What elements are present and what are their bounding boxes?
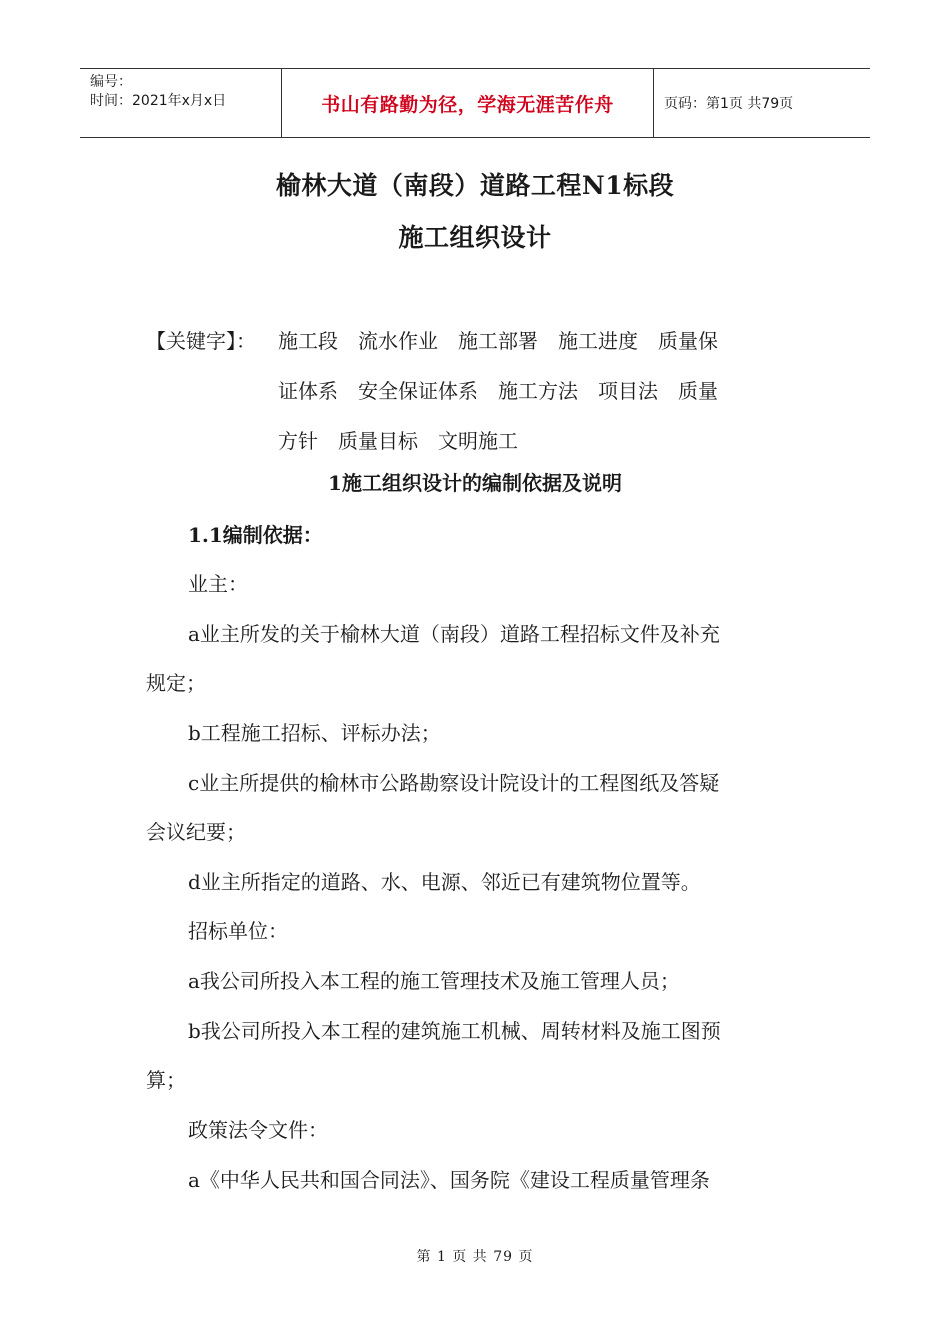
header-meta	[80, 69, 282, 137]
body-line-8: 招标单位：	[188, 919, 288, 943]
section-subheading: 1.1编制依据：	[188, 523, 323, 547]
body-line-7: d业主所指定的道路、水、电源、邻近已有建筑物位置等。	[188, 870, 701, 894]
body-line-2: a业主所发的关于榆林大道（南段）道路工程招标文件及补充	[188, 622, 720, 646]
header-time-label: 时间：2021年x月x日	[90, 93, 227, 109]
keywords-line-2: 证体系 安全保证体系 施工方法 项目法 质量	[278, 379, 718, 403]
page-header	[80, 68, 870, 138]
body-line-6: 会议纪要；	[146, 820, 246, 844]
body-line-5: c业主所提供的榆林市公路勘察设计院设计的工程图纸及答疑	[188, 771, 720, 795]
keywords-label: 【关键字】：	[146, 329, 256, 353]
header-number-label: 编号：	[90, 74, 132, 90]
body-line-9: a我公司所投入本工程的施工管理技术及施工管理人员；	[188, 969, 680, 993]
document-title-line2: 施工组织设计	[398, 223, 552, 252]
body-line-3: 规定；	[146, 671, 206, 695]
body-line-11: 算；	[146, 1068, 186, 1092]
body-line-12: 政策法令文件：	[188, 1118, 328, 1142]
body-line-1: 业主：	[188, 572, 248, 596]
document-title-line1: 榆林大道（南段）道路工程N1标段	[275, 171, 675, 200]
keywords-line-3: 方针 质量目标 文明施工	[278, 429, 518, 453]
body-line-13: a《中华人民共和国合同法》、国务院《建设工程质量管理条	[188, 1168, 710, 1192]
header-page-info: 页码：第1页 共79页	[664, 96, 794, 112]
body-line-4: b工程施工招标、评标办法；	[188, 721, 441, 745]
body-line-10: b我公司所投入本工程的建筑施工机械、周转材料及施工图预	[188, 1019, 721, 1043]
keywords-line-1: 施工段 流水作业 施工部署 施工进度 质量保	[278, 329, 718, 353]
keywords-list	[278, 316, 718, 466]
section-heading: 1施工组织设计的编制依据及说明	[328, 471, 622, 495]
header-motto: 书山有路勤为径，学海无涯苦作舟	[282, 69, 654, 137]
page-footer: 第 1 页 共 79 页	[416, 1249, 534, 1265]
